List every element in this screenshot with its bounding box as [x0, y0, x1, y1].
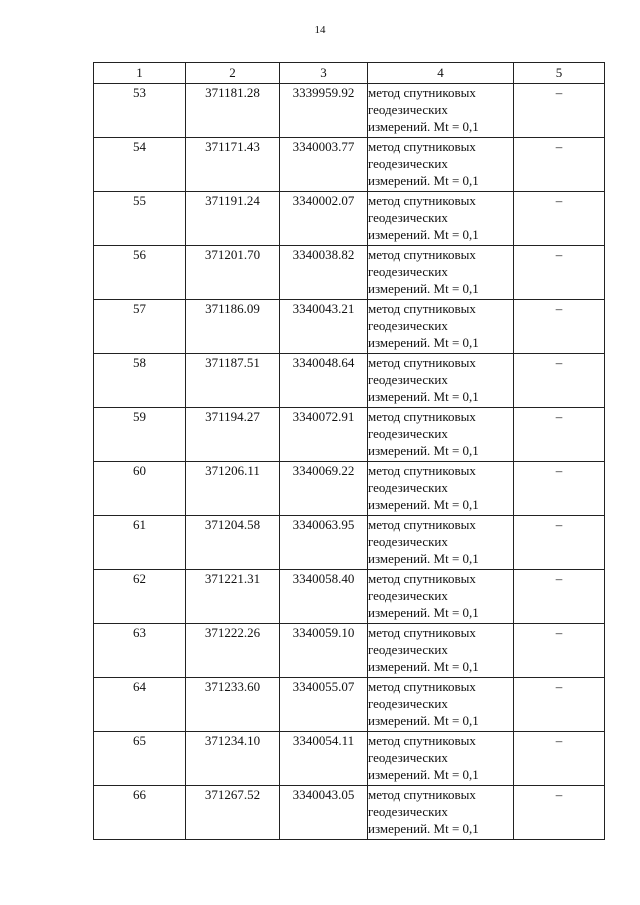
method-line: метод спутниковых	[368, 301, 476, 316]
method-line: измерений. Mt = 0,1	[368, 659, 479, 674]
method-line: геодезических	[368, 372, 448, 387]
method-line: измерений. Mt = 0,1	[368, 551, 479, 566]
method-line: метод спутниковых	[368, 463, 476, 478]
method-description	[368, 786, 514, 840]
coordinate-x: 371233.60	[186, 678, 280, 732]
coordinate-x: 371191.24	[186, 192, 280, 246]
coordinate-y: 3340043.21	[280, 300, 368, 354]
coordinate-y: 3340003.77	[280, 138, 368, 192]
point-number: 56	[94, 246, 186, 300]
coordinate-y: 3340054.11	[280, 732, 368, 786]
method-line: измерений. Mt = 0,1	[368, 119, 479, 134]
header-cell: 2	[186, 63, 280, 84]
point-number: 63	[94, 624, 186, 678]
point-number: 65	[94, 732, 186, 786]
method-line: геодезических	[368, 696, 448, 711]
coordinate-x: 371186.09	[186, 300, 280, 354]
method-line: геодезических	[368, 534, 448, 549]
method-description	[368, 678, 514, 732]
point-number: 62	[94, 570, 186, 624]
method-description	[368, 300, 514, 354]
point-number: 57	[94, 300, 186, 354]
method-line: геодезических	[368, 426, 448, 441]
table-row	[94, 300, 605, 354]
method-description	[368, 408, 514, 462]
point-number: 59	[94, 408, 186, 462]
method-line: измерений. Mt = 0,1	[368, 713, 479, 728]
table-row	[94, 678, 605, 732]
method-line: измерений. Mt = 0,1	[368, 821, 479, 836]
method-line: геодезических	[368, 318, 448, 333]
coordinate-x: 371267.52	[186, 786, 280, 840]
table-row	[94, 462, 605, 516]
method-line: метод спутниковых	[368, 409, 476, 424]
method-description	[368, 354, 514, 408]
method-line: измерений. Mt = 0,1	[368, 281, 479, 296]
point-number: 58	[94, 354, 186, 408]
coordinate-y: 3340038.82	[280, 246, 368, 300]
page-number: 14	[314, 24, 326, 36]
note-dash: –	[514, 300, 605, 354]
method-description	[368, 192, 514, 246]
method-line: геодезических	[368, 264, 448, 279]
method-line: измерений. Mt = 0,1	[368, 767, 479, 782]
coordinate-x: 371221.31	[186, 570, 280, 624]
method-line: метод спутниковых	[368, 571, 476, 586]
method-line: измерений. Mt = 0,1	[368, 497, 479, 512]
coordinate-y: 3340002.07	[280, 192, 368, 246]
method-line: геодезических	[368, 480, 448, 495]
coordinate-y: 3340063.95	[280, 516, 368, 570]
method-line: метод спутниковых	[368, 625, 476, 640]
coordinate-x: 371187.51	[186, 354, 280, 408]
method-line: геодезических	[368, 804, 448, 819]
method-line: геодезических	[368, 102, 448, 117]
method-line: метод спутниковых	[368, 679, 476, 694]
note-dash: –	[514, 462, 605, 516]
note-dash: –	[514, 192, 605, 246]
method-line: геодезических	[368, 588, 448, 603]
method-description	[368, 732, 514, 786]
method-line: геодезических	[368, 210, 448, 225]
method-line: геодезических	[368, 642, 448, 657]
coordinate-x: 371222.26	[186, 624, 280, 678]
note-dash: –	[514, 732, 605, 786]
method-line: геодезических	[368, 156, 448, 171]
table-row	[94, 570, 605, 624]
method-description	[368, 138, 514, 192]
note-dash: –	[514, 246, 605, 300]
table-row	[94, 408, 605, 462]
table-body	[94, 84, 605, 840]
method-line: измерений. Mt = 0,1	[368, 389, 479, 404]
method-line: метод спутниковых	[368, 247, 476, 262]
table-row	[94, 192, 605, 246]
table-row	[94, 786, 605, 840]
note-dash: –	[514, 678, 605, 732]
coordinate-x: 371194.27	[186, 408, 280, 462]
note-dash: –	[514, 84, 605, 138]
method-description	[368, 84, 514, 138]
table-row	[94, 84, 605, 138]
coordinate-y: 3340069.22	[280, 462, 368, 516]
note-dash: –	[514, 570, 605, 624]
method-line: измерений. Mt = 0,1	[368, 605, 479, 620]
note-dash: –	[514, 516, 605, 570]
coordinate-x: 371204.58	[186, 516, 280, 570]
method-description	[368, 516, 514, 570]
coordinate-y: 3340059.10	[280, 624, 368, 678]
method-line: метод спутниковых	[368, 139, 476, 154]
coordinate-x: 371206.11	[186, 462, 280, 516]
method-line: метод спутниковых	[368, 787, 476, 802]
coordinate-x: 371234.10	[186, 732, 280, 786]
header-cell: 3	[280, 63, 368, 84]
point-number: 60	[94, 462, 186, 516]
method-line: геодезических	[368, 750, 448, 765]
method-line: измерений. Mt = 0,1	[368, 335, 479, 350]
method-description	[368, 246, 514, 300]
header-cell: 5	[514, 63, 605, 84]
coordinate-x: 371181.28	[186, 84, 280, 138]
header-cell: 4	[368, 63, 514, 84]
method-line: метод спутниковых	[368, 85, 476, 100]
point-number: 55	[94, 192, 186, 246]
point-number: 53	[94, 84, 186, 138]
table-row	[94, 624, 605, 678]
header-cell: 1	[94, 63, 186, 84]
method-description	[368, 624, 514, 678]
note-dash: –	[514, 786, 605, 840]
point-number: 54	[94, 138, 186, 192]
point-number: 66	[94, 786, 186, 840]
method-line: измерений. Mt = 0,1	[368, 227, 479, 242]
coordinate-y: 3340055.07	[280, 678, 368, 732]
note-dash: –	[514, 138, 605, 192]
coordinate-x: 371201.70	[186, 246, 280, 300]
method-line: метод спутниковых	[368, 733, 476, 748]
method-line: измерений. Mt = 0,1	[368, 173, 479, 188]
note-dash: –	[514, 624, 605, 678]
coordinate-y: 3340072.91	[280, 408, 368, 462]
note-dash: –	[514, 408, 605, 462]
method-line: измерений. Mt = 0,1	[368, 443, 479, 458]
coordinate-y: 3339959.92	[280, 84, 368, 138]
table-row	[94, 246, 605, 300]
note-dash: –	[514, 354, 605, 408]
coordinate-y: 3340048.64	[280, 354, 368, 408]
table-row	[94, 732, 605, 786]
coordinate-x: 371171.43	[186, 138, 280, 192]
method-line: метод спутниковых	[368, 355, 476, 370]
point-number: 61	[94, 516, 186, 570]
method-line: метод спутниковых	[368, 193, 476, 208]
coordinate-y: 3340043.05	[280, 786, 368, 840]
point-number: 64	[94, 678, 186, 732]
method-line: метод спутниковых	[368, 517, 476, 532]
table-row	[94, 354, 605, 408]
coordinate-y: 3340058.40	[280, 570, 368, 624]
table-row	[94, 516, 605, 570]
table-header-row	[94, 63, 605, 84]
coordinates-table	[93, 62, 605, 840]
method-description	[368, 570, 514, 624]
table-row	[94, 138, 605, 192]
method-description	[368, 462, 514, 516]
